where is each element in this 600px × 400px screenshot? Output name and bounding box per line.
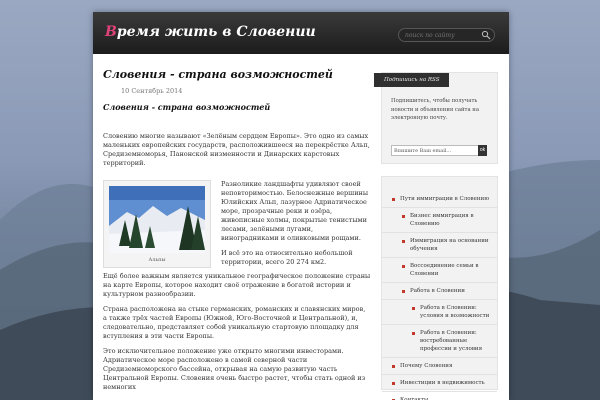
page-container	[93, 12, 509, 400]
bullet-icon	[392, 198, 395, 201]
site-title-text: ремя жить в Словении	[116, 24, 316, 40]
nav-widget	[381, 176, 498, 400]
email-field[interactable]	[391, 145, 479, 156]
rss-widget-title: Подпишись на RSS	[374, 73, 449, 87]
site-title[interactable]	[105, 24, 316, 40]
nav-item-immigration-paths[interactable]	[382, 191, 497, 208]
post-date: 10 Сентябрь 2014	[121, 87, 183, 95]
nav-item-label: Контакты	[400, 397, 429, 400]
post-paragraph: Страна расположена на стыке германских, романских и славянских миров, а также трёх частей Европы (Южной, Юго-Восточной и Центральной), и, следовательно, представляет собой уникальную стартовую площадку для вступления в эти части Европы.	[103, 305, 366, 340]
nav-item-work[interactable]	[382, 283, 497, 300]
rss-widget	[381, 72, 498, 164]
search-icon[interactable]	[481, 30, 491, 40]
nav-item-work-conditions[interactable]	[382, 300, 497, 325]
post-paragraph: Разноликие ландшафты удивляют своей неповторимостью. Белоснежные вершины Юлийских Альп, лазурное Адриатическое море, прозрачные реки и озёра, живописные холмы, покрытые тенистыми лесами, зелёными лугами, виноградниками и оливковыми рощами.	[221, 180, 369, 242]
nav-item-work-professions[interactable]	[382, 325, 497, 358]
rss-description: Подпишитесь, чтобы получать новости и объявления сайта на электронную почту.	[391, 98, 479, 121]
post-paragraph: И всё это на относительно небольшой территории, всего 20 274 км2.	[221, 249, 353, 266]
sidebar	[381, 72, 498, 400]
nav-item-label: Воссоединение семьи в Словении	[410, 263, 479, 277]
post-content	[103, 68, 371, 392]
bullet-icon	[402, 215, 405, 218]
site-header	[93, 12, 509, 54]
post-paragraph: Словению многие называют «Зелёным сердцем Европы». Это одно из самых маленьких европейских государств, расположившееся на перекрёстке Альп, Средиземноморья, Панонской низменности и Динарских карстовых территорий.	[103, 132, 370, 167]
post-body	[103, 180, 371, 392]
image-caption: Альпы	[148, 257, 166, 263]
search-input[interactable]	[405, 29, 475, 41]
nav-item-label: Работа в Словении: условия и возможности	[420, 305, 490, 319]
bullet-icon	[392, 365, 395, 368]
nav-item-label: Иммиграция на основании обучения	[410, 238, 489, 252]
bullet-icon	[402, 265, 405, 268]
subscribe-button[interactable]: ok	[478, 145, 487, 156]
nav-item-study-immigration[interactable]	[382, 233, 497, 258]
bullet-icon	[402, 290, 405, 293]
nav-item-label: Инвестиции в недвижимость	[400, 380, 485, 386]
bullet-icon	[402, 240, 405, 243]
nav-item-label: Бизнес иммиграция в Словению	[410, 213, 474, 227]
post-paragraph: Это исключительное положение уже открыто многими инвесторами. Адриатическое море расположено в самой северной части Средиземноморского бассейна, открывая на самую развитую часть Центральной Европы. Словения очень быстро растет, чтобы стать одной из немногих	[103, 347, 366, 391]
nav-item-real-estate[interactable]	[382, 375, 497, 392]
search-box	[398, 28, 495, 42]
nav-list	[382, 177, 497, 400]
post-image[interactable]	[103, 180, 211, 268]
bullet-icon	[412, 332, 415, 335]
nav-item-label: Работа в Словении	[410, 288, 465, 294]
mountain-photo	[109, 186, 205, 253]
bullet-icon	[392, 382, 395, 385]
nav-item-label: Работа в Словении: востребованные профессии и условия	[420, 330, 483, 352]
nav-item-family-reunion[interactable]	[382, 258, 497, 283]
nav-item-label: Почему Словения	[400, 363, 453, 369]
post-subtitle: Словения - страна возможностей	[103, 102, 271, 112]
post-title[interactable]: Словения - страна возможностей	[103, 68, 333, 81]
nav-item-label: Пути иммиграции в Словению	[400, 196, 490, 202]
site-title-initial: В	[105, 24, 117, 40]
nav-item-why-slovenia[interactable]	[382, 358, 497, 375]
post-paragraph: Ещё более важным является уникальное географическое положение страны на карте Европы, которое находит своё отражение в богатой истории и культурном разнообразии.	[103, 272, 371, 298]
nav-item-business-immigration[interactable]	[382, 208, 497, 233]
bullet-icon	[412, 307, 415, 310]
nav-item-contacts[interactable]	[382, 392, 497, 400]
